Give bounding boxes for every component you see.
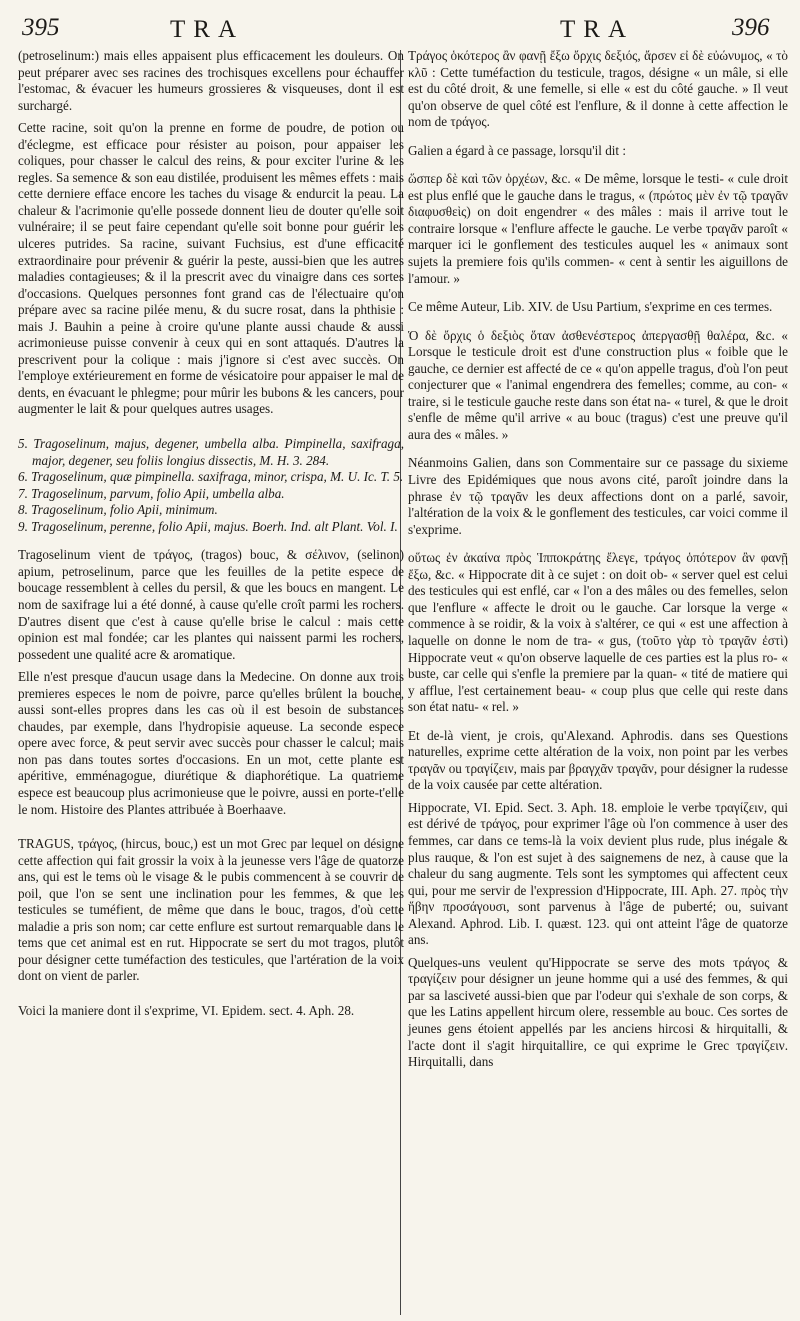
left-column — [18, 48, 404, 1026]
page-number-right: 396 — [732, 14, 770, 41]
paragraph: Tragoselinum vient de τράγος, (tragos) bouc, & σέλινον, (selinon) apium, petroselinum, parce que les feuilles de la petite espece de boucage ressemblent à celles du persil, & que les boucs en mangent. Le nom de saxifrage lui a été donné, à cause qu'elle croît parmi les rochers. D'autres disent que c'est à cause qu'elle brise le calcul : mais cette opinion est mal fondée; car les plantes qui naissent parmi les rochers, possedent une qualité acre & aromatique. — [18, 547, 404, 662]
spacer — [18, 535, 404, 547]
page-header — [0, 14, 800, 48]
paragraph: Τράγος ὁκότερος ἂν φανῇ ἔξω ὄρχις δεξιός, ἄρσεν εἰ δὲ εὐώνυμος, « τὸ κλῦ : Cette tuméfaction du testicule, tragos, désigne « un mâle, si elle est du côté droit, & une femelle, si elle « est du côté gauche. » Il veut qu'on observe de quel côté est l'enflure, & il donne à cette affection le nom de τράγος. — [408, 48, 788, 130]
page-number-left: 395 — [22, 14, 60, 41]
paragraph: Cette racine, soit qu'on la prenne en forme de poudre, de potion ou d'éclegme, est efficace pour résister au poison, pour appaiser les coliques, pour chasser le calcul des reins, & pour exciter l'urine & les regles. Sa semence & son eau distilée, produisent les mêmes effets : mais cette derniere efface encore les taches du visage & endurcit la peau. La chaleur & l'acrimonie qu'elle possede donnent lieu de douter qu'elle soit vulnéraire; il se peut faire cependant qu'elle soit bonne pour guérir les ulceres putrides. Sa racine, suivant Fuchsius, est d'une efficacité extraordinaire pour prévenir & guérir la peste, aussi-bien que les autres maladies contagieuses; & il la prescrit avec du vinaigre dans ces sortes d'occasions. Quelques personnes font grand cas de l'électuaire qu'on prépare avec sa racine pilée menu, & du sucre rosat, dans la phthisie : mais J. Bauhin a peine à croire qu'une plante aussi chaude & aussi acrimonieuse puisse convenir à ceux qui en sont attaqués. D'autres la prescrivent pour la colique : mais j'ignore si c'est avec succès. On l'employe extérieurement en forme de vésicatoire pour appaiser le mal de dents, en évacuant le phlegme; pour mûrir les bubons & les cancers, pour augmenter le lait & pour quelques autres usages. — [18, 120, 404, 417]
right-column — [408, 48, 788, 1077]
list-item: 6. Tragoselinum, quæ pimpinella. saxifraga, minor, crispa, M. U. Ic. T. 5. — [18, 469, 404, 485]
running-head-left: TRA — [170, 16, 244, 43]
paragraph: Elle n'est presque d'aucun usage dans la Medecine. On donne aux trois premieres especes le nom de poivre, parce qu'elles brûlent la bouche, aussi sont-elles propres dans les cas où il est besoin de substances chaudes, par exemple, dans l'hydropisie aqueuse. La seconde espece opere avec force, & peut servir avec succès pour chasser le calcul; mais non pas dans toutes sortes d'occasions. En un mot, cette plante est apéritive, emménagogue, diurétique & diaphorétique. La quatrieme espece est beaucoup plus acrimonieuse que le poivre, aussi en porte-t'elle le nom. Histoire des Plantes attribuée à Boerhaave. — [18, 669, 404, 817]
quotation: ὥσπερ δὲ καὶ τῶν ὀρχέων, &c. « De même, lorsque le testi- « cule droit est plus enflé que le gauche dans le tragus, « (πρώτος μὲν ἐν τῷ τραγᾶν διαφυσθεὶς) on doit engendrer « des mâles : mais il arrive tout le contraire lorsque « l'enflure affecte le gauche. Le verbe τραγᾶν paroît « marquer ici le gonflement des testicules auquel les « animaux sont sujets la premiere fois qu'ils commen- « cent à sentir les aiguillons de l'amour. » — [408, 171, 788, 286]
spacer — [18, 424, 404, 436]
list-item: 5. Tragoselinum, majus, degener, umbella alba. Pimpinella, saxifraga, major, degener, seu foliis longius dissectis, M. H. 3. 284. — [18, 436, 404, 468]
running-head-right: TRA — [560, 16, 634, 43]
list-item: 9. Tragoselinum, perenne, folio Apii, majus. Boerh. Ind. alt Plant. Vol. I. — [18, 518, 398, 534]
paragraph: Quelques-uns veulent qu'Hippocrate se serve des mots τράγος & τραγίζειν pour désigner un jeune homme qui a usé des femmes, & qui par sa lasciveté aussi-bien que par l'odeur qui s'exhale de son corps, & que les Latins appellent hircum olere, ressemble au bouc. Ces sortes de jeunes gens étoient appellés par les anciens hircosi & hirquitalli, & l'acte dont il s'agit hirquitallire, ce qui exprime le Grec τραγίζειν. Hirquitalli, dans — [408, 954, 788, 1070]
paragraph: Néanmoins Galien, dans son Commentaire sur ce passage du sixieme Livre des Epidémiques que nous avons cité, paroît joindre dans la phrase ἐν τῷ τραγᾶν les deux affections dont on a parlé, savoir, l'altération de la voix & le gonflement des testicules, car voici comme il s'exprime. — [408, 455, 788, 537]
list-item: 7. Tragoselinum, parvum, folio Apii, umbella alba. — [18, 485, 285, 501]
entry-tragus: TRAGUS, τράγος, (hircus, bouc,) est un mot Grec par lequel on désigne cette affection qui fait grossir la voix à la jeunesse vers l'âge de quatorze ans, qui est le tems où le visage & le pubis commencent à se couvrir de poil, que l'on se sent une inclination pour les femmes, & que les testicules se tuméfient, de même que dans le bouc, tragos, d'où cette maladie a pris son nom; car cette enflure est surtout remarquable dans le tems que cet animal est en rut. Hippocrate se sert du mot tragos, plutôt pour désigner cette tuméfaction des testicules, que l'artération de la voix dont on vient de parler. — [18, 836, 404, 984]
quotation: Ὁ δὲ ὄρχις ὁ δεξιὸς ὅταν ἀσθενέστερος ἀπεργασθῇ θαλέρα, &c. « Lorsque le testicule droit est d'une construction plus « foible que le gauche, ce dernier est affecté de ce « qu'on appelle tragus, d'où l'on peut conjecturer que « l'animal engendrera des femelles; comme, au con- « traire, si le testicule gauche reste dans son état na- « turel, & que le droit s'enfle de même qu'il arrive « au bouc (tragus) c'est une preuve qu'il aura des « mâles. » — [408, 327, 788, 442]
quotation: οὕτως ἐν ἀκαίνα πρὸς Ἱπποκράτης ἔλεγε, τράγος ὁπότερον ἂν φανῇ ἔξω, &c. « Hippocrate dit à ce sujet : on doit ob- « server quel est celui des testicules qui est enflé, car « l'on a des mâles ou des femelles, selon que l'enflure « affecte le droit ou le gauche. Car lorsque la verge « commence à se roidir, & la voix à s'altérer, ce qui « est une affection à laquelle on donne le nom de tra- « gus, (τοῦτο γὰρ τὸ τραγᾶν ἐστὶ) Hippocrate veut « qu'on observe laquelle de ces parties est la plus ro- « buste, car celle qui s'enfle la premiere par la quan- « tité de matiere qui y afflue, l'est certainement beau- « coup plus que celle qui reste dans son état natu- « rel. » — [408, 550, 788, 715]
spacer — [18, 991, 404, 1003]
paragraph: Et de-là vient, je crois, qu'Alexand. Aphrodis. dans ses Questions naturelles, exprime cette altération de la voix, non point par les verbes τραγᾶν ou τραγίζειν, mais par βραγχᾶν τραγᾶν, pour désigner la rudesse de la voix causée par cette altération. — [408, 727, 788, 793]
paragraph: Galien a égard à ce passage, lorsqu'il dit : — [408, 142, 627, 158]
spacer — [18, 824, 404, 836]
paragraph: (petroselinum:) mais elles appaisent plus efficacement les douleurs. On peut préparer avec ses racines des trochisques excellens pour échauffer l'estomac, & évacuer les humeurs grossieres & visqueuses, dont il est surchargé. — [18, 48, 404, 113]
species-list — [18, 436, 404, 535]
paragraph: Voici la maniere dont il s'exprime, VI. Epidem. sect. 4. Aph. 28. — [18, 1002, 355, 1018]
paragraph: Ce même Auteur, Lib. XIV. de Usu Partium, s'exprime en ces termes. — [408, 299, 773, 315]
paragraph: Hippocrate, VI. Epid. Sect. 3. Aph. 18. emploie le verbe τραγίζειν, qui est dérivé de τράγος, pour exprimer l'âge où l'on commence à user des femmes, car dans ce tems-là la voix devient plus rude, plus inégale & plus rauque, & l'on est sujet à des saignemens de nez, à cause que la chaleur du sang augmente. Tels sont les symptomes qui affectent ceux qui, pour me servir de l'expression d'Hippocrate, III. Aph. 27. πρὸς τὴν ἥβην προσάγουσι, sont parvenus à l'âge de puberté; ou, suivant Alexand. Aphrod. Lib. I. quæst. 123. qui ont atteint l'âge de quatorze ans. — [408, 799, 788, 948]
list-item: 8. Tragoselinum, folio Apii, minimum. — [18, 502, 218, 518]
